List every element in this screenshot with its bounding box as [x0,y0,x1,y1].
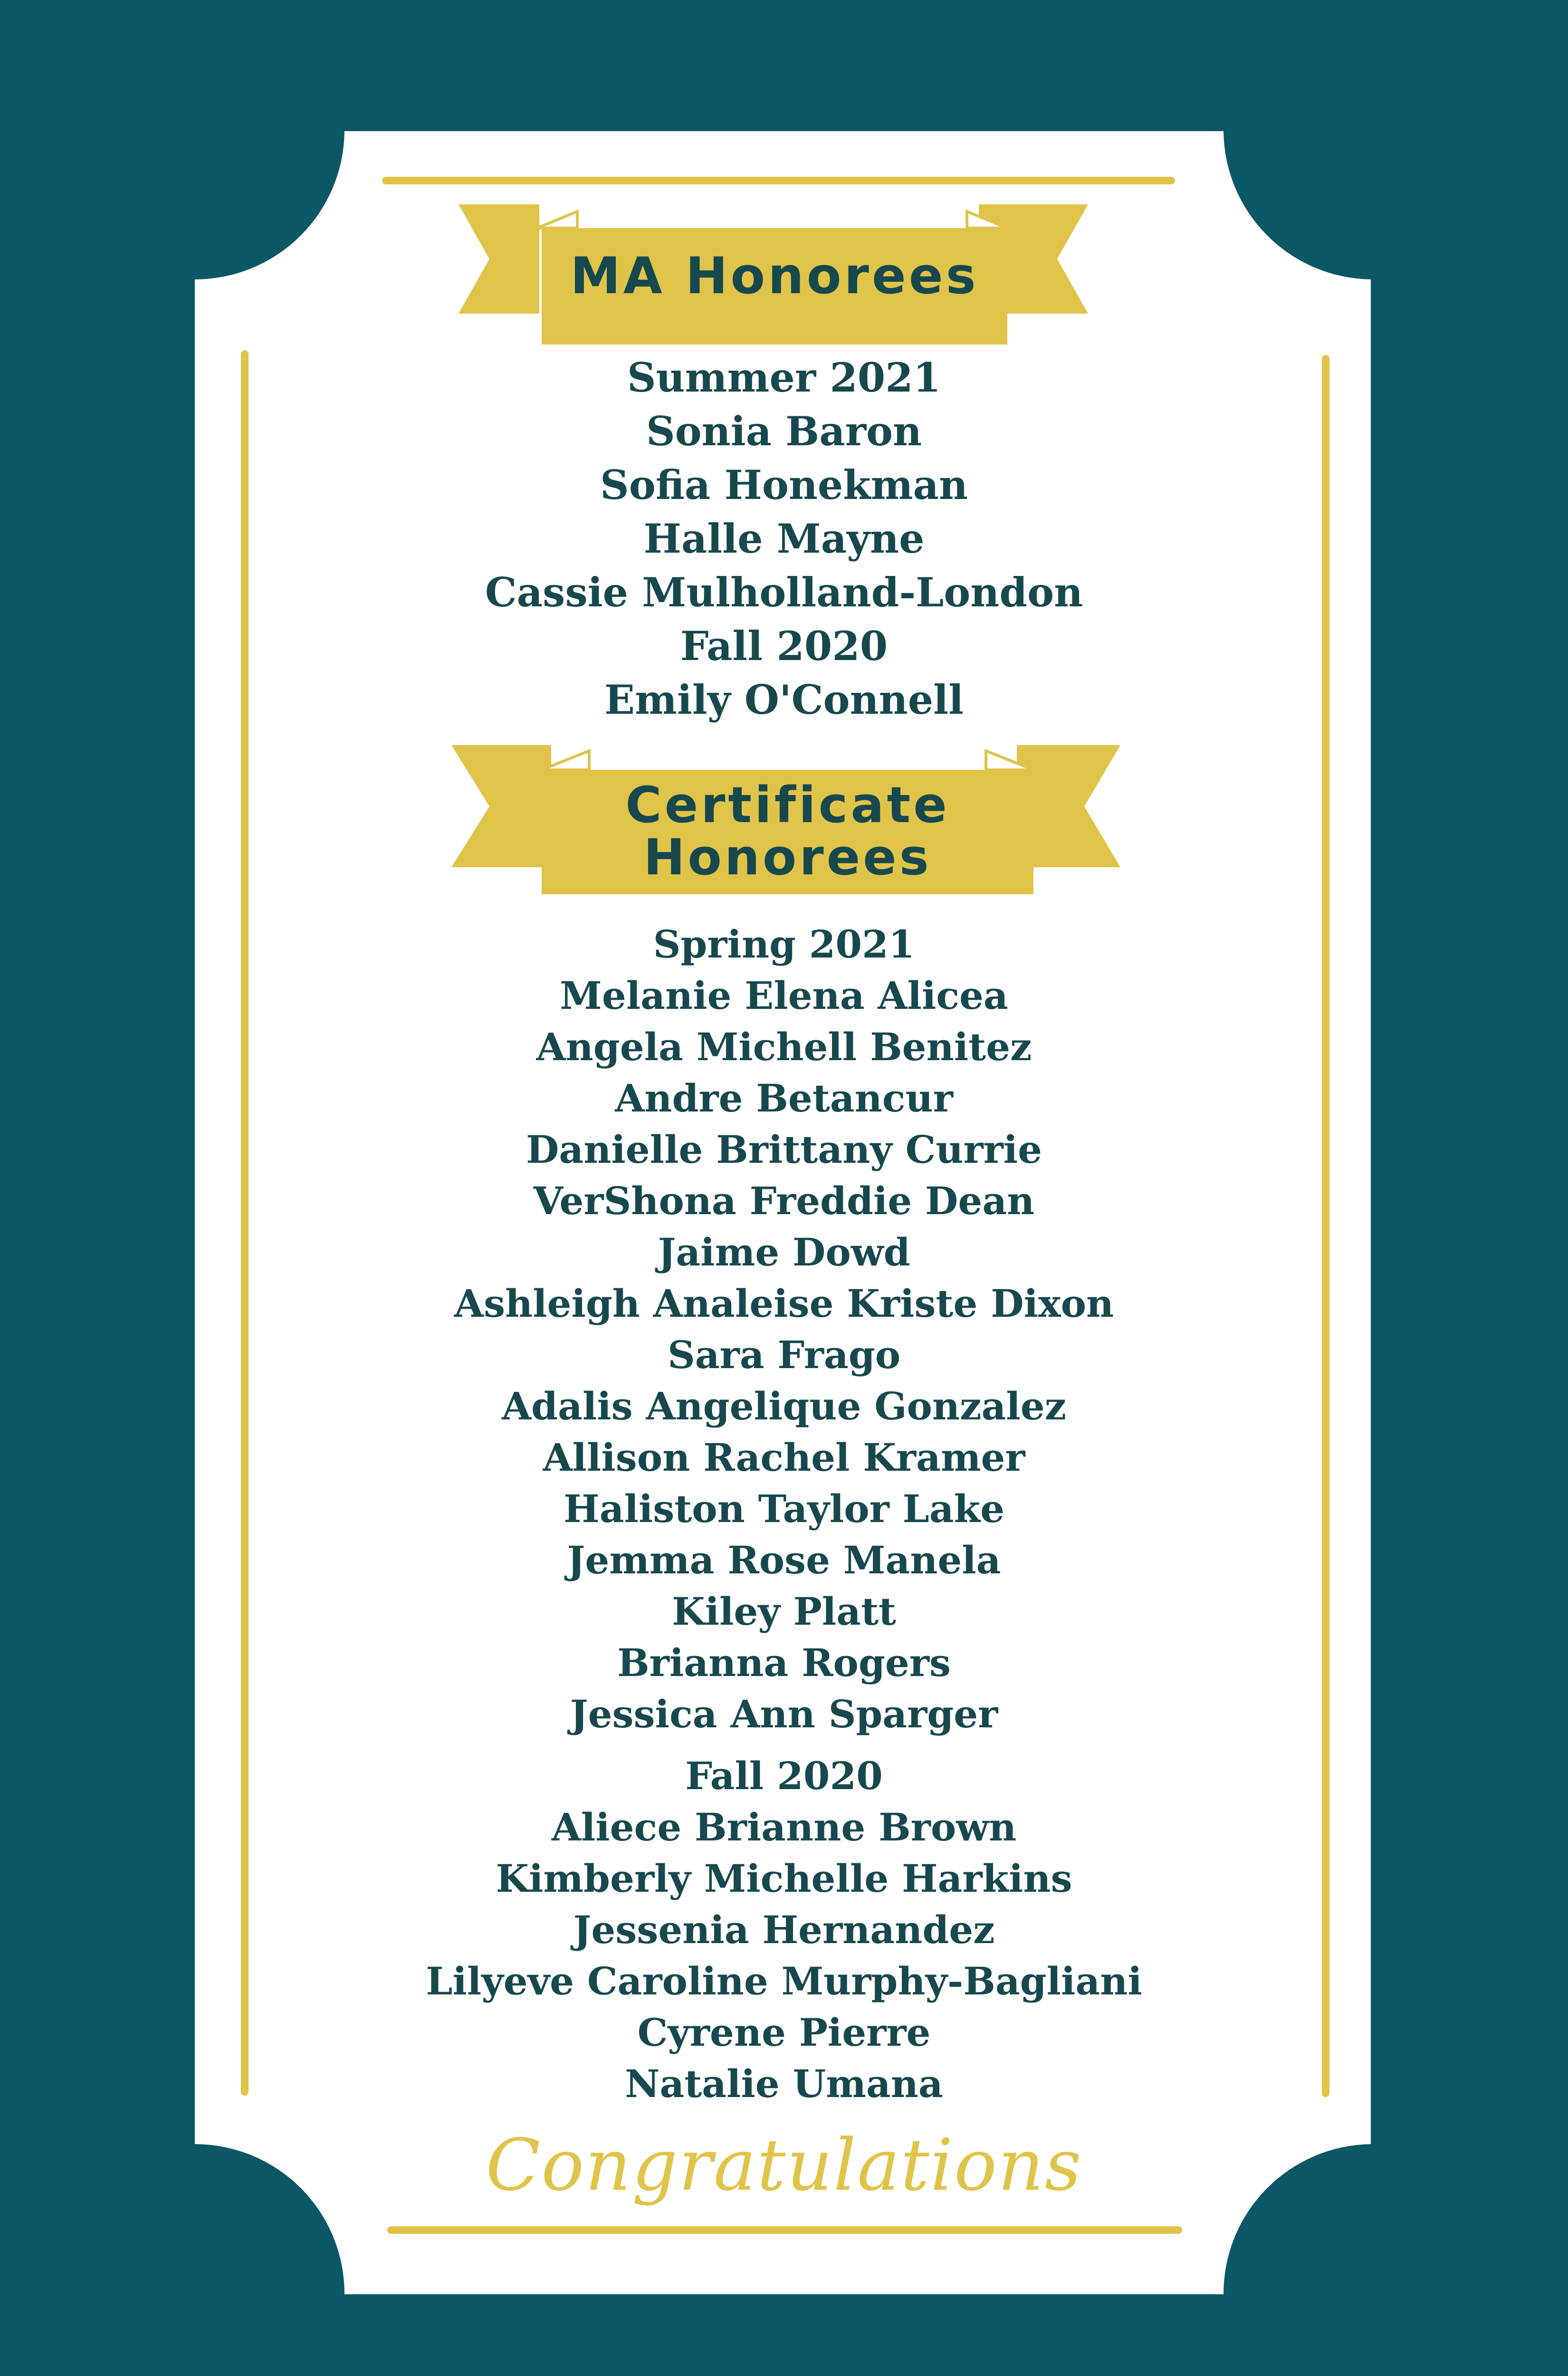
certificate-honoree-name: Jessica Ann Sparger [570,1692,998,1736]
ma-term-label: Fall 2020 [680,623,888,670]
certificate-honoree-name: Jessenia Hernandez [573,1907,995,1952]
certificate-honoree-name: Jaime Dowd [658,1230,910,1274]
certificate-honoree-name: Natalie Umana [625,2061,943,2106]
ma-heading: MA Honorees [570,247,979,305]
certificate-honoree-name: Angela Michell Benitez [536,1025,1032,1069]
certificate-honoree-name: Cyrene Pierre [637,2010,931,2055]
certificate-honoree-name: Adalis Angelique Gonzalez [501,1384,1067,1428]
certificate-honoree-name: Danielle Brittany Currie [526,1127,1042,1172]
certificate-honoree-name: Kimberly Michelle Harkins [496,1856,1072,1901]
certificate-honoree-name: Jemma Rose Manela [567,1538,1001,1582]
certificate-honoree-name: Andre Betancur [615,1076,953,1121]
certificate-term-label: Spring 2021 [653,922,915,967]
ma-honoree-name: Sofia Honekman [600,461,968,508]
ma-honoree-name: Cassie Mulholland-London [485,569,1083,616]
certificate-honoree-name: Kiley Platt [672,1589,896,1634]
certificate-honoree-name: Brianna Rogers [617,1640,951,1685]
certificate-honoree-name: Ashleigh Analeise Kriste Dixon [454,1281,1114,1326]
certificate-honoree-name: Allison Rachel Kramer [543,1435,1025,1480]
certificate-honoree-name: Sara Frago [667,1332,901,1377]
ma-honoree-name: Emily O'Connell [604,676,964,723]
certificate-honoree-name: Aliece Brianne Brown [551,1805,1017,1849]
ma-term-label: Summer 2021 [627,354,941,401]
certificate-term-label: Fall 2020 [685,1753,883,1798]
certificate-honoree-name: Melanie Elena Alicea [560,973,1008,1018]
certificate-heading-line-1: Certificate [625,776,950,834]
congratulations-script: Congratulations [486,2124,1082,2207]
ma-honoree-name: Sonia Baron [646,408,922,455]
certificate-honoree-name: Lilyeve Caroline Murphy-Bagliani [426,1959,1142,2003]
ma-honoree-name: Halle Mayne [643,515,925,562]
certificate-honoree-name: Haliston Taylor Lake [564,1486,1004,1531]
certificate-honoree-name: VerShona Freddie Dean [533,1178,1035,1223]
certificate-heading-line-2: Honorees [643,828,932,886]
